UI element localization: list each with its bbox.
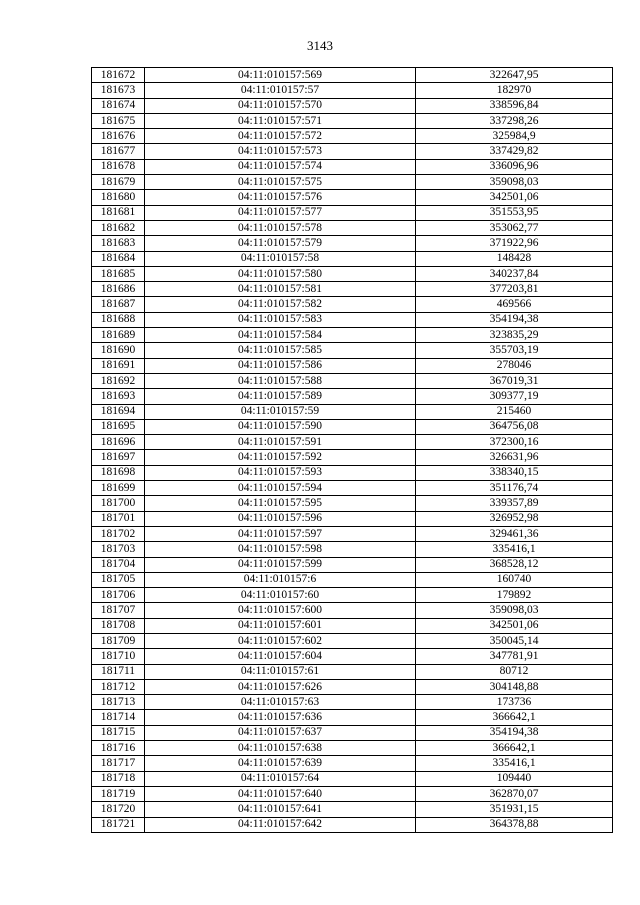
row-number-cell: 181680: [92, 190, 145, 205]
row-number-cell: 181714: [92, 710, 145, 725]
table-row: [92, 220, 613, 235]
row-number-cell: 181699: [92, 481, 145, 496]
cadastral-number-cell: 04:11:010157:642: [145, 817, 416, 832]
table-row: [92, 557, 613, 572]
table-row: [92, 129, 613, 144]
cadastral-number-cell: 04:11:010157:569: [145, 68, 416, 83]
row-number-cell: 181721: [92, 817, 145, 832]
cadastral-number-cell: 04:11:010157:579: [145, 236, 416, 251]
table-row: [92, 83, 613, 98]
row-number-cell: 181689: [92, 328, 145, 343]
table-row: [92, 343, 613, 358]
row-number-cell: 181700: [92, 496, 145, 511]
table-row: [92, 633, 613, 648]
cadastral-number-cell: 04:11:010157:601: [145, 618, 416, 633]
value-cell: 351176,74: [416, 481, 613, 496]
table-row: [92, 756, 613, 771]
cadastral-number-cell: 04:11:010157:64: [145, 771, 416, 786]
row-number-cell: 181692: [92, 373, 145, 388]
cadastral-number-cell: 04:11:010157:639: [145, 756, 416, 771]
cadastral-number-cell: 04:11:010157:584: [145, 328, 416, 343]
row-number-cell: 181702: [92, 526, 145, 541]
table-row: [92, 802, 613, 817]
cadastral-number-cell: 04:11:010157:595: [145, 496, 416, 511]
value-cell: 337298,26: [416, 113, 613, 128]
cadastral-number-cell: 04:11:010157:58: [145, 251, 416, 266]
table-row: [92, 236, 613, 251]
row-number-cell: 181673: [92, 83, 145, 98]
value-cell: 364756,08: [416, 419, 613, 434]
cadastral-number-cell: 04:11:010157:626: [145, 679, 416, 694]
row-number-cell: 181682: [92, 220, 145, 235]
table-row: [92, 771, 613, 786]
cadastral-number-cell: 04:11:010157:592: [145, 450, 416, 465]
table-row: [92, 389, 613, 404]
value-cell: 355703,19: [416, 343, 613, 358]
cadastral-number-cell: 04:11:010157:636: [145, 710, 416, 725]
value-cell: 326952,98: [416, 511, 613, 526]
cadastral-number-cell: 04:11:010157:572: [145, 129, 416, 144]
row-number-cell: 181701: [92, 511, 145, 526]
row-number-cell: 181709: [92, 633, 145, 648]
cadastral-number-cell: 04:11:010157:588: [145, 373, 416, 388]
table-row: [92, 373, 613, 388]
row-number-cell: 181681: [92, 205, 145, 220]
value-cell: 335416,1: [416, 542, 613, 557]
row-number-cell: 181693: [92, 389, 145, 404]
table-row: [92, 297, 613, 312]
row-number-cell: 181687: [92, 297, 145, 312]
value-cell: 371922,96: [416, 236, 613, 251]
table-row: [92, 144, 613, 159]
cadastral-number-cell: 04:11:010157:594: [145, 481, 416, 496]
cadastral-number-cell: 04:11:010157:641: [145, 802, 416, 817]
value-cell: 350045,14: [416, 633, 613, 648]
value-cell: 326631,96: [416, 450, 613, 465]
cadastral-number-cell: 04:11:010157:6: [145, 572, 416, 587]
value-cell: 338340,15: [416, 465, 613, 480]
row-number-cell: 181697: [92, 450, 145, 465]
cadastral-number-cell: 04:11:010157:581: [145, 282, 416, 297]
cadastral-number-cell: 04:11:010157:593: [145, 465, 416, 480]
table-row: [92, 328, 613, 343]
table-row: [92, 282, 613, 297]
value-cell: 322647,95: [416, 68, 613, 83]
row-number-cell: 181718: [92, 771, 145, 786]
cadastral-number-cell: 04:11:010157:60: [145, 588, 416, 603]
table-row: [92, 679, 613, 694]
table-row: [92, 786, 613, 801]
cadastral-number-cell: 04:11:010157:63: [145, 695, 416, 710]
value-cell: 325984,9: [416, 129, 613, 144]
value-cell: 364378,88: [416, 817, 613, 832]
table-row: [92, 312, 613, 327]
cadastral-number-cell: 04:11:010157:598: [145, 542, 416, 557]
cadastral-number-cell: 04:11:010157:576: [145, 190, 416, 205]
cadastral-number-cell: 04:11:010157:583: [145, 312, 416, 327]
table-row: [92, 511, 613, 526]
row-number-cell: 181683: [92, 236, 145, 251]
row-number-cell: 181715: [92, 725, 145, 740]
value-cell: 215460: [416, 404, 613, 419]
table-row: [92, 572, 613, 587]
value-cell: 372300,16: [416, 435, 613, 450]
value-cell: 359098,03: [416, 175, 613, 190]
cadastral-number-cell: 04:11:010157:573: [145, 144, 416, 159]
value-cell: 329461,36: [416, 526, 613, 541]
row-number-cell: 181679: [92, 175, 145, 190]
table-row: [92, 419, 613, 434]
value-cell: 148428: [416, 251, 613, 266]
value-cell: 367019,31: [416, 373, 613, 388]
table-row: [92, 175, 613, 190]
value-cell: 366642,1: [416, 741, 613, 756]
cadastral-number-cell: 04:11:010157:57: [145, 83, 416, 98]
data-table: [91, 67, 610, 833]
table-row: [92, 205, 613, 220]
table-row: [92, 159, 613, 174]
value-cell: 353062,77: [416, 220, 613, 235]
cadastral-number-cell: 04:11:010157:599: [145, 557, 416, 572]
row-number-cell: 181705: [92, 572, 145, 587]
row-number-cell: 181717: [92, 756, 145, 771]
cadastral-number-cell: 04:11:010157:585: [145, 343, 416, 358]
row-number-cell: 181704: [92, 557, 145, 572]
value-cell: 354194,38: [416, 312, 613, 327]
table-row: [92, 618, 613, 633]
table-row: [92, 741, 613, 756]
value-cell: 336096,96: [416, 159, 613, 174]
table-row: [92, 695, 613, 710]
cadastral-number-cell: 04:11:010157:577: [145, 205, 416, 220]
cadastral-number-cell: 04:11:010157:578: [145, 220, 416, 235]
cadastral-number-cell: 04:11:010157:586: [145, 358, 416, 373]
table-row: [92, 710, 613, 725]
table-row: [92, 526, 613, 541]
cadastral-number-cell: 04:11:010157:61: [145, 664, 416, 679]
row-number-cell: 181688: [92, 312, 145, 327]
row-number-cell: 181675: [92, 113, 145, 128]
value-cell: 173736: [416, 695, 613, 710]
value-cell: 377203,81: [416, 282, 613, 297]
row-number-cell: 181712: [92, 679, 145, 694]
cadastral-number-cell: 04:11:010157:600: [145, 603, 416, 618]
value-cell: 359098,03: [416, 603, 613, 618]
cadastral-number-cell: 04:11:010157:570: [145, 98, 416, 113]
value-cell: 335416,1: [416, 756, 613, 771]
table-row: [92, 465, 613, 480]
table-row: [92, 404, 613, 419]
value-cell: 347781,91: [416, 649, 613, 664]
table-row: [92, 664, 613, 679]
row-number-cell: 181685: [92, 266, 145, 281]
row-number-cell: 181706: [92, 588, 145, 603]
value-cell: 366642,1: [416, 710, 613, 725]
cadastral-number-cell: 04:11:010157:582: [145, 297, 416, 312]
table-row: [92, 649, 613, 664]
value-cell: 80712: [416, 664, 613, 679]
table-row: [92, 588, 613, 603]
value-cell: 342501,06: [416, 618, 613, 633]
table-row: [92, 68, 613, 83]
row-number-cell: 181694: [92, 404, 145, 419]
value-cell: 351553,95: [416, 205, 613, 220]
table-row: [92, 358, 613, 373]
value-cell: 160740: [416, 572, 613, 587]
table-row: [92, 481, 613, 496]
table-row: [92, 542, 613, 557]
table-row: [92, 450, 613, 465]
value-cell: 323835,29: [416, 328, 613, 343]
cadastral-number-cell: 04:11:010157:591: [145, 435, 416, 450]
row-number-cell: 181720: [92, 802, 145, 817]
row-number-cell: 181710: [92, 649, 145, 664]
row-number-cell: 181677: [92, 144, 145, 159]
cadastral-number-cell: 04:11:010157:597: [145, 526, 416, 541]
cadastral-number-cell: 04:11:010157:602: [145, 633, 416, 648]
row-number-cell: 181708: [92, 618, 145, 633]
row-number-cell: 181672: [92, 68, 145, 83]
cadastral-number-cell: 04:11:010157:596: [145, 511, 416, 526]
row-number-cell: 181676: [92, 129, 145, 144]
table-row: [92, 98, 613, 113]
row-number-cell: 181703: [92, 542, 145, 557]
table-row: [92, 266, 613, 281]
row-number-cell: 181707: [92, 603, 145, 618]
row-number-cell: 181690: [92, 343, 145, 358]
table-row: [92, 817, 613, 832]
cadastral-number-cell: 04:11:010157:575: [145, 175, 416, 190]
row-number-cell: 181698: [92, 465, 145, 480]
row-number-cell: 181684: [92, 251, 145, 266]
cadastral-number-cell: 04:11:010157:637: [145, 725, 416, 740]
value-cell: 338596,84: [416, 98, 613, 113]
row-number-cell: 181719: [92, 786, 145, 801]
cadastral-number-cell: 04:11:010157:589: [145, 389, 416, 404]
value-cell: 179892: [416, 588, 613, 603]
value-cell: 278046: [416, 358, 613, 373]
row-number-cell: 181711: [92, 664, 145, 679]
value-cell: 182970: [416, 83, 613, 98]
table-row: [92, 190, 613, 205]
value-cell: 342501,06: [416, 190, 613, 205]
row-number-cell: 181716: [92, 741, 145, 756]
row-number-cell: 181678: [92, 159, 145, 174]
row-number-cell: 181691: [92, 358, 145, 373]
row-number-cell: 181695: [92, 419, 145, 434]
value-cell: 368528,12: [416, 557, 613, 572]
row-number-cell: 181686: [92, 282, 145, 297]
value-cell: 354194,38: [416, 725, 613, 740]
cadastral-number-cell: 04:11:010157:574: [145, 159, 416, 174]
value-cell: 362870,07: [416, 786, 613, 801]
cadastral-number-cell: 04:11:010157:571: [145, 113, 416, 128]
value-cell: 339357,89: [416, 496, 613, 511]
table-row: [92, 496, 613, 511]
value-cell: 340237,84: [416, 266, 613, 281]
table-row: [92, 435, 613, 450]
cadastral-number-cell: 04:11:010157:590: [145, 419, 416, 434]
value-cell: 109440: [416, 771, 613, 786]
page-number: 3143: [307, 38, 333, 53]
value-cell: 351931,15: [416, 802, 613, 817]
value-cell: 309377,19: [416, 389, 613, 404]
cadastral-number-cell: 04:11:010157:640: [145, 786, 416, 801]
cadastral-number-cell: 04:11:010157:604: [145, 649, 416, 664]
row-number-cell: 181713: [92, 695, 145, 710]
value-cell: 469566: [416, 297, 613, 312]
table-row: [92, 251, 613, 266]
table-row: [92, 113, 613, 128]
row-number-cell: 181696: [92, 435, 145, 450]
cadastral-number-cell: 04:11:010157:59: [145, 404, 416, 419]
table-row: [92, 603, 613, 618]
table-body: [92, 68, 613, 833]
value-cell: 337429,82: [416, 144, 613, 159]
row-number-cell: 181674: [92, 98, 145, 113]
table-row: [92, 725, 613, 740]
cadastral-number-cell: 04:11:010157:638: [145, 741, 416, 756]
value-cell: 304148,88: [416, 679, 613, 694]
cadastral-number-cell: 04:11:010157:580: [145, 266, 416, 281]
